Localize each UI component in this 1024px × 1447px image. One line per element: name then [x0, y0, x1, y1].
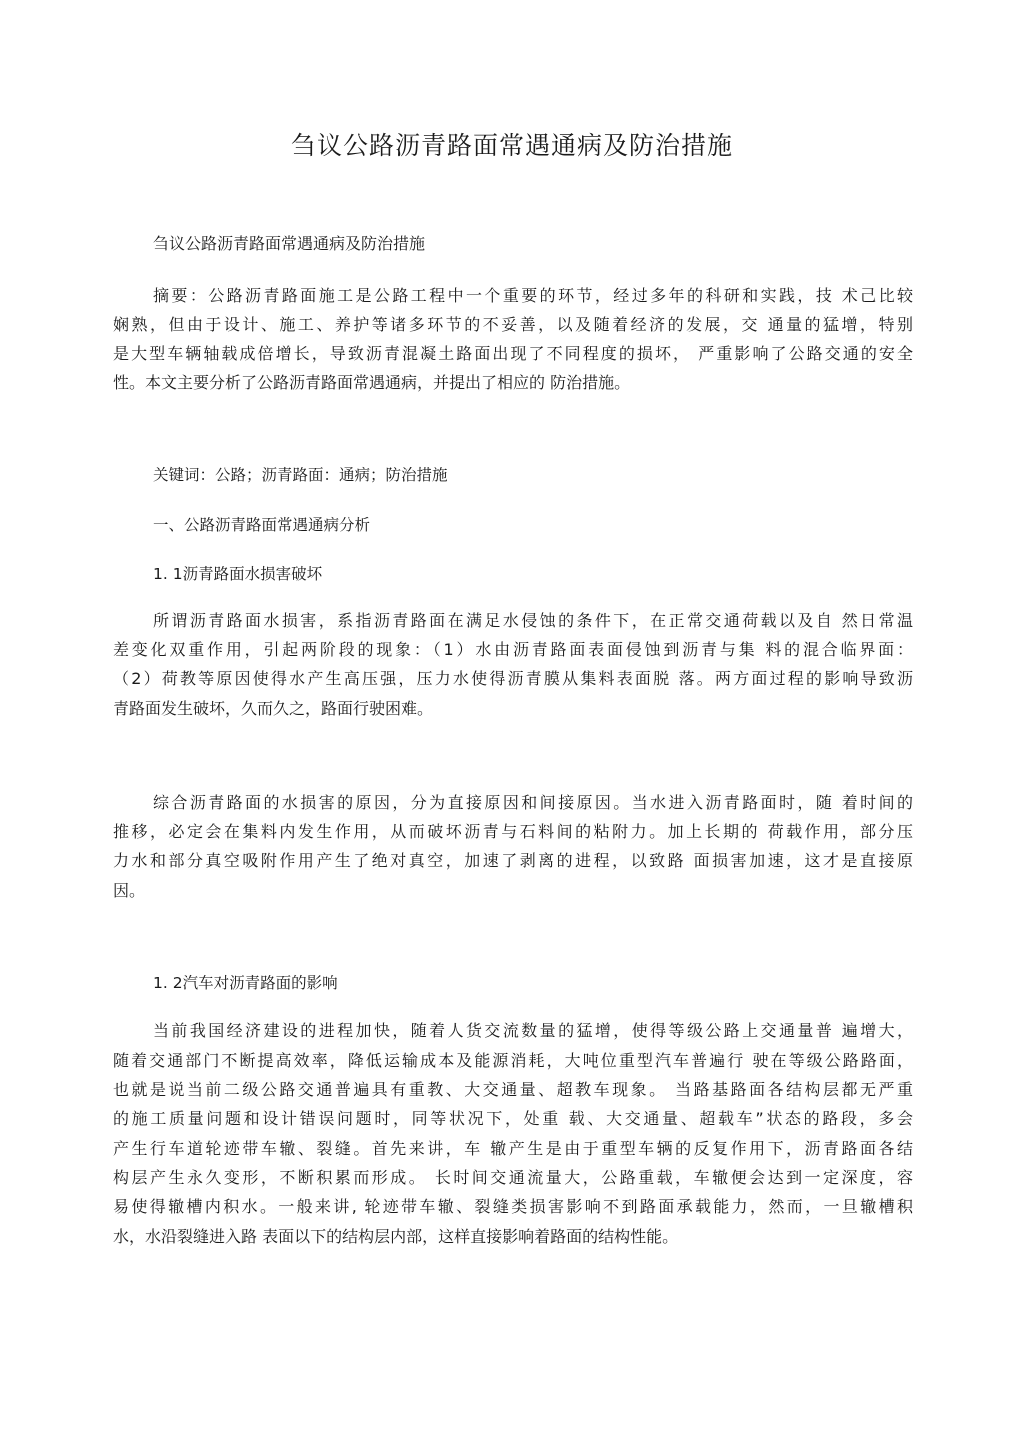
- paragraph-line: 差变化双重作用，引起两阶段的现象：（1）水由沥青路面表面侵蚀到沥青与集 料的混合临界面：: [113, 640, 913, 659]
- paragraph-line: 所谓沥青路面水损害，系指沥青路面在满足水侵蚀的条件下，在正常交通荷载以及自 然日常温: [153, 611, 913, 630]
- abstract-line: 是大型车辆轴载成倍增长，导致沥青混凝土路面出现了不同程度的损坏， 严重影响了公路交通的安全: [113, 344, 913, 363]
- paragraph-line: 因。: [113, 881, 146, 900]
- paragraph-line: 推移，必定会在集料内发生作用，从而破坏沥青与石料间的粘附力。加上长期的 荷载作用，部分压: [113, 822, 913, 841]
- abstract-line: 摘要：公路沥青路面施工是公路工程中一个重要的环节，经过多年的科研和实践，技 术己比较: [153, 286, 913, 305]
- paragraph-line: 也就是说当前二级公路交通普遍具有重教、大交通量、超教车现象。 当路基路面各结构层都无严重: [113, 1080, 913, 1099]
- page-title: 刍议公路沥青路面常遇通病及防治措施: [290, 131, 733, 160]
- paragraph-line: 易使得辙槽内积水。一般来讲, 轮迹带车辙、裂缝类损害影响不到路面承载能力，然而，一旦辙槽积: [113, 1197, 913, 1216]
- abstract-line: 性。本文主要分析了公路沥青路面常遇通病，并提出了相应的 防治措施。: [113, 373, 631, 392]
- paragraph-line: 水，水沿裂缝进入路 表面以下的结构层内部，这样直接影响着路面的结构性能。: [113, 1227, 679, 1246]
- paragraph-line: 综合沥青路面的水损害的原因，分为直接原因和间接原因。当水进入沥青路面时，随 着时间的: [153, 793, 913, 812]
- subsection-heading: 1. 2汽车对沥青路面的影响: [153, 974, 338, 992]
- paragraph-line: 力水和部分真空吸附作用产生了绝对真空，加速了剥离的进程，以致路 面损害加速，这才是直接原: [113, 851, 913, 870]
- keywords: 关键词：公路；沥青路面：通病；防治措施: [153, 466, 448, 484]
- paragraph-line: 的施工质量问题和设计错误问题时，同等状况下，处重 载、大交通量、超载车”状态的路段，多会: [113, 1109, 913, 1128]
- paragraph-line: 构层产生永久变形，不断积累而形成。 长时间交通流量大，公路重载，车辙便会达到一定深度，容: [113, 1168, 913, 1187]
- abstract-line: 娴熟，但由于设计、施工、养护等诸多环节的不妥善，以及随着经济的发展，交 通量的猛增，特别: [113, 315, 913, 334]
- section-heading: 一、公路沥青路面常遇通病分析: [153, 516, 371, 534]
- paragraph-line: （2）荷教等原因使得水产生高压强，压力水使得沥青膜从集料表面脱 落。两方面过程的影响导致沥: [113, 669, 913, 688]
- article-subtitle: 刍议公路沥青路面常遇通病及防治措施: [153, 234, 426, 253]
- paragraph-line: 产生行车道轮迹带车辙、裂缝。首先来讲，车 辙产生是由于重型车辆的反复作用下，沥青路面各结: [113, 1139, 913, 1158]
- paragraph-line: 当前我国经济建设的进程加快，随着人货交流数量的猛增，使得等级公路上交通量普 遍增大，: [153, 1021, 913, 1040]
- paragraph-line: 青路面发生破坏，久而久之，路面行驶困难。: [113, 699, 434, 718]
- subsection-heading: 1. 1沥青路面水损害破坏: [153, 565, 323, 583]
- paragraph-line: 随着交通部门不断提高效率，降低运输成本及能源消耗，大吨位重型汽车普遍行 驶在等级公路路面，: [113, 1051, 913, 1070]
